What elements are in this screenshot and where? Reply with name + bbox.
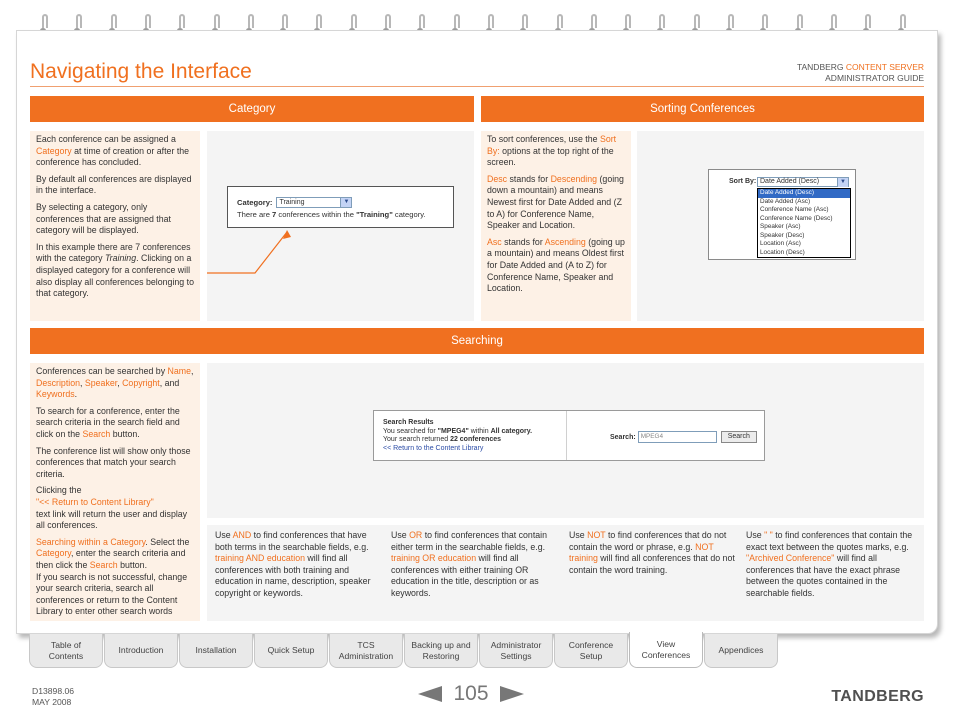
- category-link-text: Category: [36, 145, 72, 156]
- ring-hook: [42, 14, 48, 28]
- tab-appendices[interactable]: [704, 634, 778, 668]
- ring-hook: [522, 14, 528, 28]
- operator-or: Use OR to find conferences that contain either term in the searchable fields, e.g. training OR education will find all conferences with either training OR education in the title, description or as keywords.: [391, 530, 547, 598]
- ring-hook: [76, 14, 82, 28]
- tab-label: Appendices: [718, 645, 764, 655]
- tab-installation[interactable]: [179, 634, 253, 668]
- chevron-down-icon: ▼: [340, 198, 351, 207]
- ring-hook: [214, 14, 220, 28]
- next-page-arrow-icon[interactable]: [500, 686, 524, 702]
- operator-not: Use NOT to find conferences that do not contain the word or phrase, e.g. NOT training will find all conferences that do not contain the word training.: [569, 530, 735, 575]
- category-description: Each conference can be assigned a Category at time of creation or after the conference has concluded. By default all conferences are displayed in the interface. By selecting a category, only conferences that are assigned that category will be displayed. In this example there are 7 conferences with the category Training. Clicking on a displayed category for a conference will also display all conferences belonging to that category.: [30, 131, 200, 321]
- sort-by-select[interactable]: Date Added (Desc) ▼: [757, 177, 849, 187]
- sorting-description: To sort conferences, use the Sort By: options at the top right of the screen. Desc stands for Descending (going down a mountain) and means Newest first for Date Added and (Z to A) for Conference Name, Speaker and Location. Asc stands for Ascending (going up a mountain) and means Oldest first for Date Added and (A to Z) for Conference Name, Speaker and Location.: [481, 131, 631, 321]
- ring-hook: [248, 14, 254, 28]
- sort-option[interactable]: Conference Name (Desc): [760, 214, 833, 222]
- ring-hook: [625, 14, 631, 28]
- tab-administrator-settings[interactable]: [479, 634, 553, 668]
- guide-label: [797, 62, 924, 84]
- ring-hook: [831, 14, 837, 28]
- tab-label: Installation: [195, 645, 237, 655]
- category-select[interactable]: Training ▼: [276, 197, 352, 208]
- ring-hook: [591, 14, 597, 28]
- tab-backing-up-and-restoring[interactable]: [404, 634, 478, 668]
- callout-line: [207, 232, 287, 273]
- page-navigator: [418, 682, 524, 706]
- search-description: Conferences can be searched by Name, Description, Speaker, Copyright, and Keywords. To search for a conference, enter the search criteria in the search field and click on the Search button. The conference list will show only those conferences that match your search criteria. Clicking the "<< Return to Content Library" text link will return the user and display all conferences. Searching within a Category. Select the Category, enter the search criteria and then click the Search button. If you search is not successful, change your search criteria, search all conferences or return to the Content Library to enter other search words: [30, 363, 200, 621]
- ring-hook: [419, 14, 425, 28]
- tab-conference-setup[interactable]: [554, 634, 628, 668]
- callout-arrowhead: [283, 230, 291, 239]
- page-number: 105: [453, 682, 489, 705]
- ring-hook: [900, 14, 906, 28]
- search-label: Search:: [610, 433, 636, 441]
- sort-option[interactable]: Speaker (Asc): [760, 223, 801, 230]
- tab-quick-setup[interactable]: [254, 634, 328, 668]
- ring-hook: [282, 14, 288, 28]
- tab-tcs-administration[interactable]: [329, 634, 403, 668]
- tab-label: Quick Setup: [267, 645, 315, 655]
- guide-brand: TANDBERG: [796, 62, 846, 72]
- page-title: Navigating the Interface: [30, 60, 252, 83]
- sort-option[interactable]: Date Added (Asc): [760, 197, 811, 205]
- tab-label: Conference Setup: [568, 639, 614, 661]
- guide-type: ADMINISTRATOR GUIDE: [825, 73, 924, 83]
- tab-view-conferences[interactable]: [629, 632, 703, 668]
- section-header-searching: Searching: [30, 328, 924, 354]
- tab-label: TCS Administration: [338, 639, 394, 661]
- operator-and: Use AND to find conferences that have both terms in the searchable fields, e.g. training AND education will find all conferences with both training and education in name, description, speaker copyright or keywords.: [215, 530, 371, 598]
- title-divider: [30, 86, 924, 87]
- ring-hook: [179, 14, 185, 28]
- search-input[interactable]: MPEG4: [638, 431, 717, 443]
- ring-hook: [454, 14, 460, 28]
- ring-hook: [488, 14, 494, 28]
- section-header-category: Category: [30, 96, 474, 122]
- sort-by-screenshot: [708, 169, 856, 260]
- tab-label: Table of Contents: [48, 639, 84, 661]
- ring-hook: [557, 14, 563, 28]
- search-button[interactable]: Search: [721, 431, 757, 443]
- sort-option[interactable]: Conference Name (Asc): [760, 206, 829, 213]
- ring-hook: [797, 14, 803, 28]
- sort-option[interactable]: Location (Desc): [760, 248, 805, 256]
- tab-label: Backing up and Restoring: [411, 639, 471, 661]
- ring-hook: [145, 14, 151, 28]
- chapter-tabs: [29, 634, 779, 670]
- callout-arrow: [205, 228, 295, 278]
- search-results-summary: Search Results You searched for "MPEG4" within All category. Your search returned 22 conferences << Return to the Content Library: [374, 411, 567, 460]
- ring-hook: [351, 14, 357, 28]
- search-screenshot: [373, 410, 765, 461]
- tab-label: Introduction: [118, 645, 164, 655]
- sort-by-label: Sort By:: [729, 178, 757, 185]
- previous-page-arrow-icon[interactable]: [418, 686, 442, 702]
- category-filter-screenshot: [227, 186, 454, 228]
- tab-label: Administrator Settings: [490, 639, 542, 661]
- ring-hook: [865, 14, 871, 28]
- ring-hook: [694, 14, 700, 28]
- ring-hook: [728, 14, 734, 28]
- tab-table-of-contents[interactable]: [29, 634, 103, 668]
- tab-introduction[interactable]: [104, 634, 178, 668]
- ring-hook: [385, 14, 391, 28]
- tab-label: View Conferences: [641, 638, 691, 660]
- chevron-down-icon: ▼: [837, 178, 848, 187]
- section-header-sorting: Sorting Conferences: [481, 96, 924, 122]
- category-label: Category:: [237, 198, 273, 207]
- sort-options-list: [757, 188, 851, 258]
- sort-option[interactable]: Speaker (Desc): [760, 231, 805, 239]
- ring-hook: [762, 14, 768, 28]
- document-id: D13898.06 MAY 2008: [32, 686, 75, 707]
- sort-option[interactable]: Date Added (Desc): [758, 189, 850, 198]
- return-to-library-link[interactable]: << Return to the Content Library: [383, 444, 484, 452]
- guide-product: CONTENT SERVER: [845, 62, 924, 72]
- search-form: [610, 431, 757, 443]
- ring-hook: [659, 14, 665, 28]
- sort-option[interactable]: Location (Asc): [760, 240, 801, 247]
- tandberg-logo: TANDBERG: [831, 688, 924, 705]
- ring-hook: [316, 14, 322, 28]
- category-count-text: There are 7 conferences within the "Training" category.: [237, 210, 426, 219]
- ring-hook: [111, 14, 117, 28]
- operator-quotes: Use " " to find conferences that contain the exact text between the quotes marks, e.g. "Archived Conference" will find all conferences that have the exact phrase between the quotes contained in the searchable fields.: [746, 530, 913, 598]
